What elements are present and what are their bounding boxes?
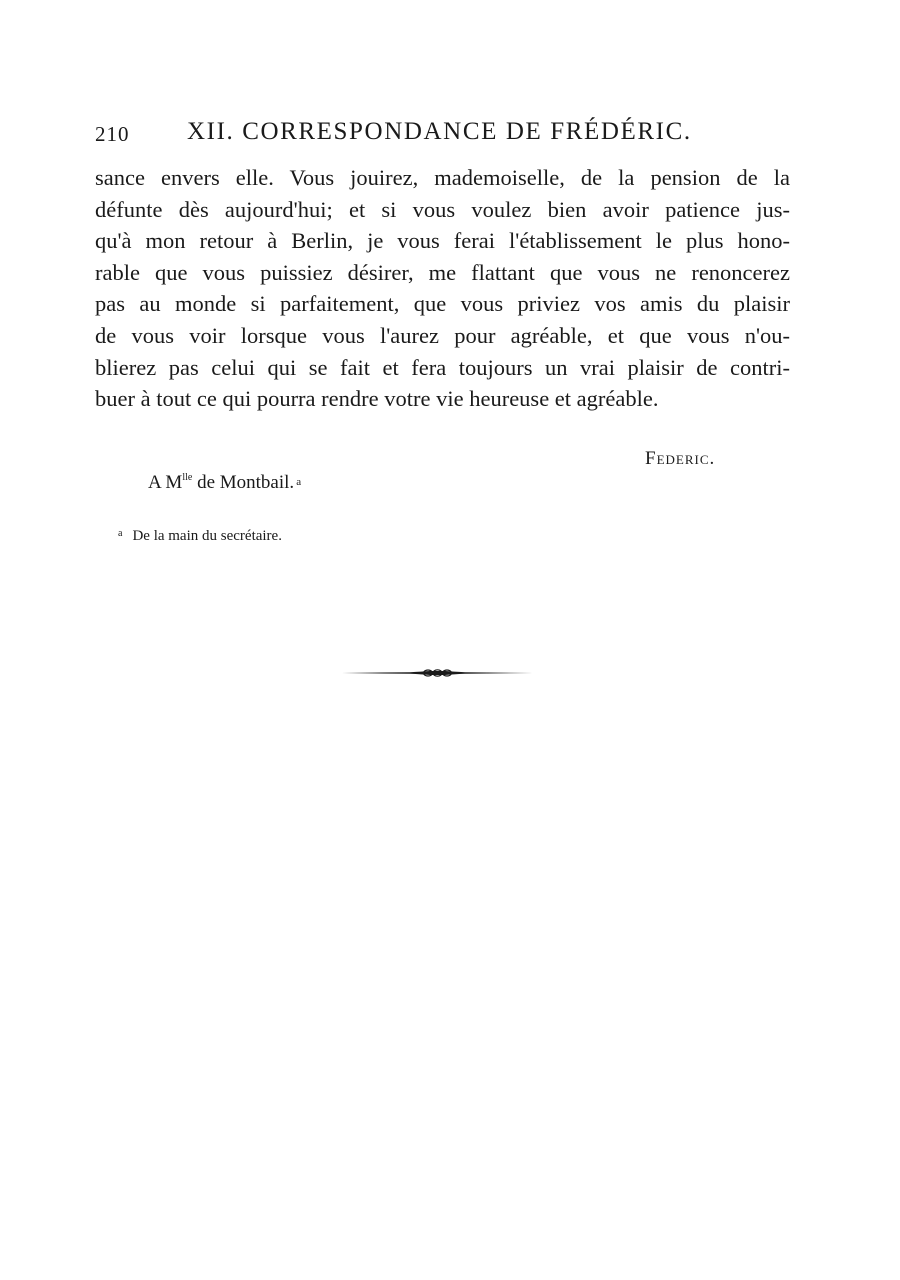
address-prefix: A M bbox=[148, 472, 183, 493]
footnote bbox=[118, 528, 282, 545]
ornamental-rule-icon bbox=[340, 664, 535, 682]
address-name: de Montbail. bbox=[192, 472, 295, 493]
letter-body bbox=[95, 162, 790, 415]
address-superscript: lle bbox=[182, 472, 193, 483]
page-number: 210 bbox=[95, 122, 130, 146]
body-line: sance envers elle. Vous jouirez, mademoiselle, de la pension de la bbox=[95, 165, 790, 190]
body-line: rable que vous puissiez désirer, me flattant que vous ne renoncerez bbox=[95, 259, 790, 285]
body-line: de vous voir lorsque vous l'aurez pour agréable, et que vous n'ou- bbox=[95, 322, 790, 348]
body-line: qu'à mon retour à Berlin, je vous ferai l'établissement le plus hono- bbox=[95, 228, 790, 254]
running-head-title: XII. CORRESPONDANCE DE FRÉDÉRIC. bbox=[187, 118, 692, 145]
footnote-reference: a bbox=[296, 476, 302, 488]
letter-signature: Federic. bbox=[645, 448, 716, 469]
running-head bbox=[95, 118, 795, 152]
body-line: buer à tout ce qui pourra rendre votre vie heureuse et agréable. bbox=[95, 386, 659, 412]
body-line: pas au monde si parfaitement, que vous priviez vos amis du plaisir bbox=[95, 291, 790, 317]
letter-address bbox=[148, 472, 301, 494]
footnote-marker: a bbox=[118, 528, 123, 539]
body-line: blierez pas celui qui se fait et fera toujours un vrai plaisir de contri- bbox=[95, 354, 790, 380]
footnote-text: De la main du secrétaire. bbox=[132, 528, 282, 544]
body-line: défunte dès aujourd'hui; et si vous voulez bien avoir patience jus- bbox=[95, 196, 790, 222]
